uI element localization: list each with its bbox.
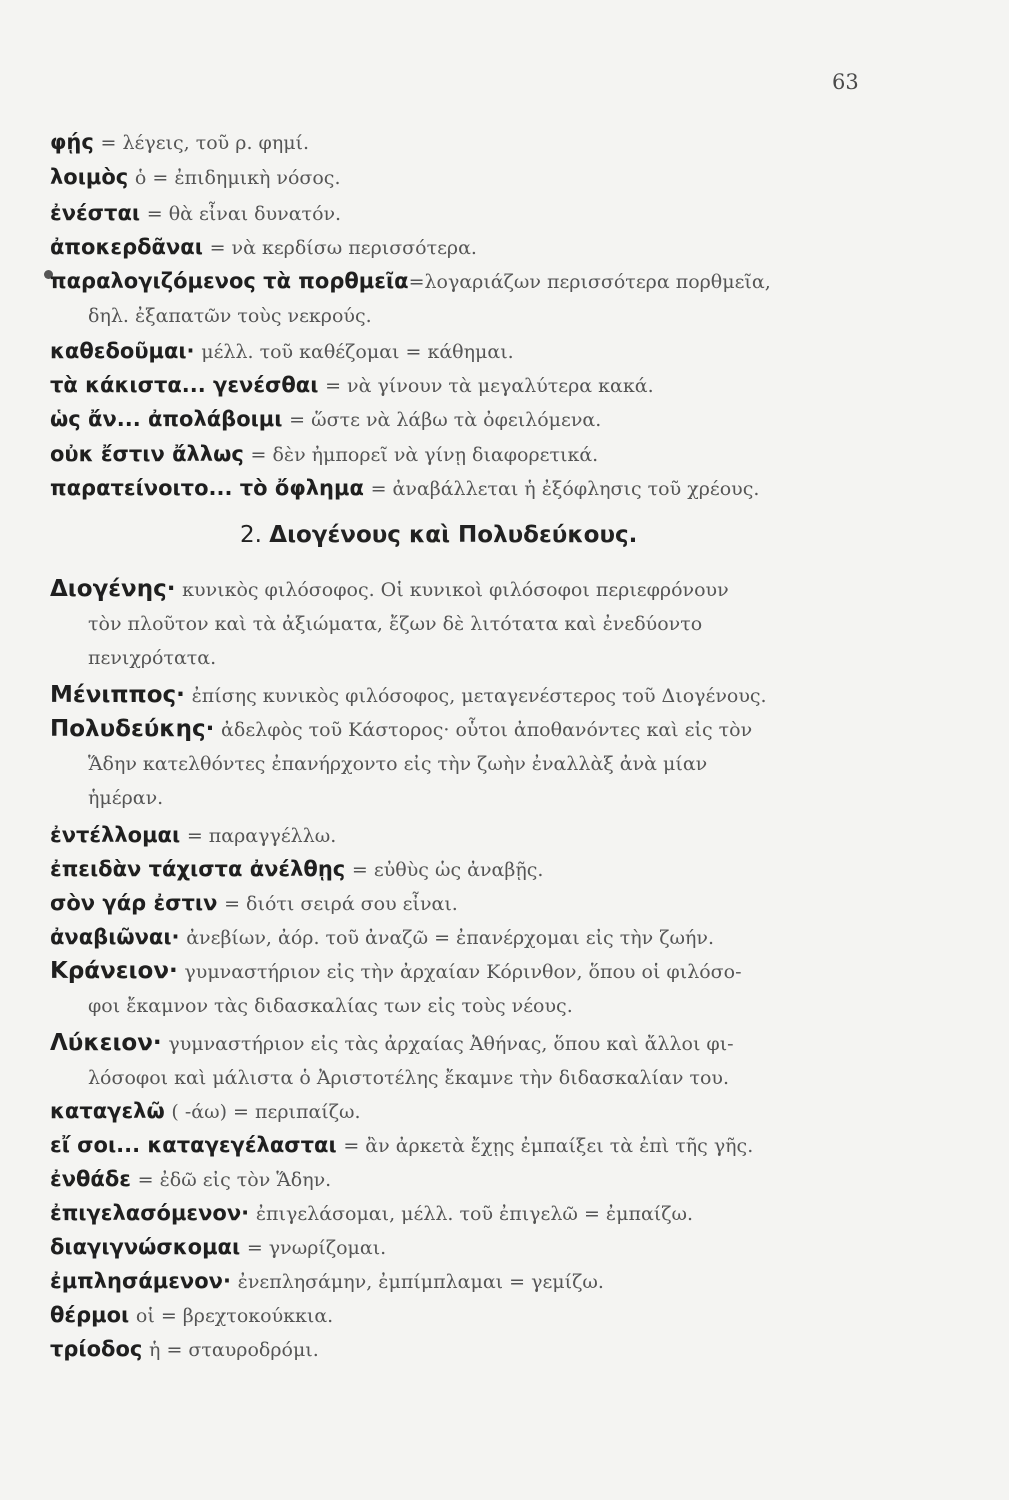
entry-term: ἐπιγελασόμενον·	[50, 1201, 250, 1225]
glossary-entry	[50, 334, 880, 369]
section-heading	[240, 522, 637, 548]
glossary-entry	[50, 818, 880, 853]
entry-term: τὰ κάκιστα... γενέσθαι	[50, 373, 319, 397]
glossary-entry	[50, 886, 880, 921]
entry-gloss: = ὥστε νὰ λάβω τὰ ὀφειλόμενα.	[289, 409, 602, 431]
entry-gloss: = γνωρίζομαι.	[246, 1237, 387, 1259]
entry-term: ἀναβιῶναι·	[50, 925, 180, 949]
entry-gloss: = λέγεις, τοῦ ρ. φημί.	[100, 132, 310, 154]
entry-term: διαγιγνώσκομαι	[50, 1235, 241, 1259]
entry-term: θέρμοι	[50, 1303, 130, 1327]
glossary-entry	[50, 712, 880, 815]
glossary-entry	[50, 852, 880, 887]
entry-term: λοιμὸς	[50, 165, 129, 189]
entry-term: ἀποκερδᾶναι	[50, 235, 203, 259]
entry-gloss: = παραγγέλλω.	[186, 825, 337, 847]
entry-term: ἐνθάδε	[50, 1167, 131, 1191]
entry-term: Διογένης·	[50, 576, 176, 602]
glossary-entry	[50, 437, 880, 472]
entry-gloss: οἱ = βρεχτοκούκκια.	[135, 1305, 334, 1327]
entry-continuation: Ἅδην κατελθόντες ἐπανήρχοντο εἰς τὴν ζωὴν ἐναλλὰξ ἀνὰ μίαν	[88, 753, 708, 775]
entry-continuation: λόσοφοι καὶ μάλιστα ὁ Ἀριστοτέλης ἔκαμνε τὴν διδασκαλίαν του.	[88, 1067, 729, 1089]
entry-gloss: ( -άω) = περιπαίζω.	[171, 1101, 361, 1123]
glossary-entry	[50, 1298, 880, 1333]
entry-term: φῄς	[50, 130, 94, 154]
entry-term: οὐκ ἔστιν ἄλλως	[50, 442, 244, 466]
entry-continuation: ἡμέραν.	[88, 787, 164, 809]
entry-gloss: κυνικὸς φιλόσοφος. Οἱ κυνικοὶ φιλόσοφοι περιεφρόνουν	[182, 579, 729, 601]
glossary-entry	[50, 1332, 880, 1367]
entry-gloss: = διότι σειρά σου εἶναι.	[224, 893, 458, 915]
glossary-entry	[50, 1128, 880, 1163]
entry-term: Λύκειον·	[50, 1030, 162, 1056]
glossary-entry	[50, 160, 880, 195]
glossary-entry	[50, 920, 880, 955]
entry-gloss: ἡ = σταυροδρόμι.	[149, 1339, 319, 1361]
entry-term: σὸν γάρ ἐστιν	[50, 891, 218, 915]
entry-gloss: μέλλ. τοῦ καθέζομαι = κάθημαι.	[201, 341, 514, 363]
entry-gloss: γυμναστήριον εἰς τὴν ἀρχαίαν Κόρινθον, ὅπου οἱ φιλόσο-	[184, 961, 742, 983]
entry-gloss: = θὰ εἶναι δυνατόν.	[146, 203, 342, 225]
entry-gloss: ἐπιγελάσομαι, μέλλ. τοῦ ἐπιγελῶ = ἐμπαίζω.	[255, 1203, 694, 1225]
glossary-entry	[50, 1094, 880, 1129]
entry-gloss: = δὲν ἠμπορεῖ νὰ γίνῃ διαφορετικά.	[250, 444, 599, 466]
glossary-entry	[50, 1230, 880, 1265]
entry-gloss: ἀνεβίων, ἀόρ. τοῦ ἀναζῶ = ἐπανέρχομαι εἰς τὴν ζωήν.	[186, 927, 714, 949]
section-number: 2.	[240, 522, 262, 548]
glossary-entry	[50, 402, 880, 437]
entry-term: καταγελῶ	[50, 1099, 165, 1123]
entry-gloss: = ἀναβάλλεται ἡ ἐξόφλησις τοῦ χρέους.	[370, 478, 760, 500]
entry-continuation: τὸν πλοῦτον καὶ τὰ ἀξιώματα, ἔζων δὲ λιτότατα καὶ ἐνεδύοντο	[88, 613, 703, 635]
entry-continuation: πενιχρότατα.	[88, 647, 217, 669]
entry-term: ἐνέσται	[50, 201, 141, 225]
glossary-entry	[50, 954, 880, 1023]
entry-term: Μένιππος·	[50, 682, 185, 708]
entry-gloss: ἀδελφὸς τοῦ Κάστορος· οὗτοι ἀποθανόντες καὶ εἰς τὸν	[221, 719, 753, 741]
page-number: 63	[832, 70, 859, 94]
glossary-entry	[50, 572, 880, 675]
entry-gloss: = ἐδῶ εἰς τὸν Ἅδην.	[137, 1169, 332, 1191]
glossary-entry	[50, 230, 880, 265]
section-title: Διογένους καὶ Πολυδεύκους.	[269, 522, 638, 548]
entry-gloss: = εὐθὺς ὡς ἀναβῇς.	[351, 859, 544, 881]
glossary-entry	[50, 471, 880, 506]
entry-term: ὡς ἄν... ἀπολάβοιμι	[50, 407, 283, 431]
entry-term: παραλογιζόμενος τὰ πορθμεῖα	[50, 269, 409, 293]
entry-term: ἐντέλλομαι	[50, 823, 181, 847]
entry-gloss: ἐπίσης κυνικὸς φιλόσοφος, μεταγενέστερος τοῦ Διογένους.	[191, 685, 767, 707]
glossary-entry	[50, 1162, 880, 1197]
entry-gloss: = νὰ γίνουν τὰ μεγαλύτερα κακά.	[325, 375, 654, 397]
entry-gloss: γυμναστήριον εἰς τὰς ἀρχαίας Ἀθήνας, ὅπου καὶ ἄλλοι φι-	[168, 1033, 734, 1055]
entry-term: Πολυδεύκης·	[50, 716, 215, 742]
glossary-entry	[50, 1264, 880, 1299]
entry-term: τρίοδος	[50, 1337, 143, 1361]
glossary-entry	[50, 196, 880, 231]
glossary-entry	[50, 264, 880, 333]
glossary-entry	[50, 368, 880, 403]
entry-gloss: = νὰ κερδίσω περισσότερα.	[209, 237, 477, 259]
glossary-entry	[50, 1026, 880, 1095]
entry-term: παρατείνοιτο... τὸ ὄφλημα	[50, 476, 364, 500]
entry-term: Κράνειον·	[50, 958, 178, 984]
glossary-entry	[50, 678, 880, 713]
entry-gloss: ὁ = ἐπιδημικὴ νόσος.	[134, 167, 341, 189]
entry-gloss: = ἂν ἀρκετὰ ἔχῃς ἐμπαίξει τὰ ἐπὶ τῆς γῆς.	[343, 1135, 754, 1157]
entry-gloss: =λογαριάζων περισσότερα πορθμεῖα,	[408, 271, 771, 293]
glossary-entry	[50, 1196, 880, 1231]
entry-continuation: φοι ἔκαμνον τὰς διδασκαλίας των εἰς τοὺς νέους.	[88, 995, 573, 1017]
entry-continuation: δηλ. ἐξαπατῶν τοὺς νεκρούς.	[88, 305, 372, 327]
entry-term: εἴ σοι... καταγεγέλασται	[50, 1133, 337, 1157]
glossary-entry	[50, 125, 880, 160]
entry-term: ἐμπλησάμενον·	[50, 1269, 231, 1293]
entry-term: ἐπειδὰν τάχιστα ἀνέλθῃς	[50, 857, 346, 881]
entry-gloss: ἐνεπλησάμην, ἐμπίμπλαμαι = γεμίζω.	[237, 1271, 604, 1293]
entry-term: καθεδοῦμαι·	[50, 339, 195, 363]
